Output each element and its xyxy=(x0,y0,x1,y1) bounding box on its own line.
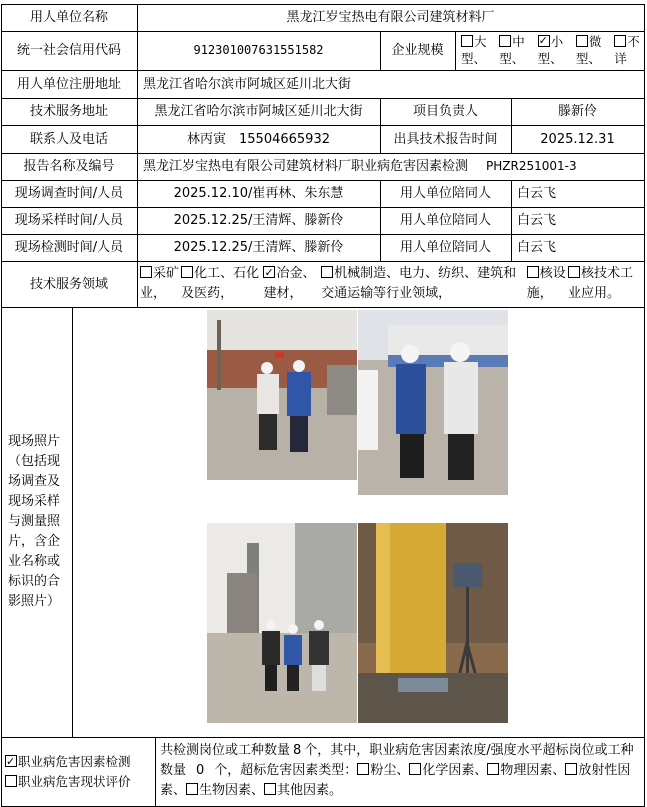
project-manager-value: 滕新伶 xyxy=(557,104,597,119)
domain-option[interactable]: 采矿业， xyxy=(140,266,180,301)
site-survey-photo xyxy=(207,310,357,480)
factor-option[interactable]: 生物因素、 xyxy=(186,783,264,798)
scale-option[interactable]: 中型、 xyxy=(499,34,525,66)
testing-companion-label: 用人单位陪同人 xyxy=(399,240,491,255)
site-photos-label: 现场照片（包括现场调查及现场采样与测量照片，含企业名称或标识的合影照片） xyxy=(8,434,61,609)
sampling-value: 2025.12.25/王清辉、滕新伶 xyxy=(173,213,344,228)
survey-value: 2025.12.10/崔再林、朱东慧 xyxy=(173,186,344,201)
checkbox-icon xyxy=(321,266,333,278)
factor-option[interactable]: 其他因素。 xyxy=(264,783,342,798)
sampling-label: 现场采样时间/人员 xyxy=(14,213,124,228)
testing-companion-value: 白云飞 xyxy=(517,240,557,255)
checkbox-icon xyxy=(499,35,511,47)
checkbox-icon xyxy=(614,35,626,47)
scale-option[interactable]: ✓小型、 xyxy=(538,33,576,67)
report-name-value xyxy=(137,153,644,180)
survey-companion-label: 用人单位陪同人 xyxy=(399,186,491,201)
checkbox-icon xyxy=(568,266,580,278)
report-time-label: 出具技术报告时间 xyxy=(393,131,498,147)
contact-label: 联系人及电话 xyxy=(29,131,108,147)
checkbox-icon xyxy=(140,266,152,278)
checkbox-icon xyxy=(5,755,17,767)
checkbox-icon xyxy=(527,266,539,278)
checkbox-icon xyxy=(263,266,275,278)
credit-code-value: 912301007631551582 xyxy=(193,43,324,57)
domain-option[interactable]: 化工、石化及医药， xyxy=(181,266,260,301)
checkbox-icon xyxy=(576,35,588,47)
checkbox-icon xyxy=(181,266,193,278)
unit-name-label: 用人单位名称 xyxy=(29,10,108,25)
credit-code-label: 统一社会信用代码 xyxy=(16,43,121,58)
scale-option[interactable]: 微型、 xyxy=(575,34,602,66)
project-manager-label: 项目负责人 xyxy=(412,104,478,119)
report-name-label: 报告名称及编号 xyxy=(23,159,115,174)
site-measurement-photo xyxy=(358,523,508,723)
factor-option[interactable]: 物理因素、 xyxy=(487,763,565,778)
service-type-options xyxy=(5,752,155,796)
domain-option[interactable]: 核设施， xyxy=(526,266,566,301)
factor-option[interactable]: 化学因素、 xyxy=(409,763,487,778)
reg-address-label: 用人单位注册地址 xyxy=(16,76,121,92)
checkbox-icon xyxy=(538,35,550,47)
domain-option[interactable]: 核技术工业应用。 xyxy=(567,266,633,301)
factor-option[interactable]: 粉尘、 xyxy=(357,763,409,778)
service-domain-label: 技术服务领域 xyxy=(29,276,108,292)
checkbox-icon xyxy=(565,763,577,775)
checkbox-icon xyxy=(487,763,499,775)
domain-option[interactable]: ✓冶金、建材， xyxy=(263,264,321,304)
checkbox-icon xyxy=(357,763,369,775)
service-type-option[interactable]: 职业病危害现状评价 xyxy=(5,772,131,792)
factor-option[interactable]: 放射性因素、 xyxy=(160,763,631,798)
report-time-value: 2025.12.31 xyxy=(540,131,615,147)
survey-companion-value: 白云飞 xyxy=(517,186,557,201)
unit-name-value: 黑龙江岁宝热电有限公司建筑材料厂 xyxy=(286,10,495,25)
testing-label: 现场检测时间/人员 xyxy=(14,240,124,255)
checkbox-icon xyxy=(186,783,198,795)
service-address-label: 技术服务地址 xyxy=(29,104,108,119)
total-post-count: 8 xyxy=(293,743,302,758)
site-group-photo xyxy=(207,523,357,723)
domain-option[interactable]: 机械制造、电力、纺织、建筑和交通运输等行业领域， xyxy=(321,266,517,301)
scale-option[interactable]: 不详 xyxy=(614,34,640,66)
sampling-companion-label: 用人单位陪同人 xyxy=(399,213,491,228)
checkbox-icon xyxy=(264,783,276,795)
service-type-option[interactable]: ✓职业病危害因素检测 xyxy=(5,752,131,772)
scale-option[interactable]: 大型、 xyxy=(461,34,487,66)
checkbox-icon xyxy=(409,763,421,775)
exceed-post-count: 0 xyxy=(196,763,205,778)
checkbox-icon xyxy=(5,775,17,787)
testing-value: 2025.12.25/王清辉、滕新伶 xyxy=(173,240,344,255)
contact-value: 林丙寅 15504665932 xyxy=(187,131,330,147)
enterprise-scale-options xyxy=(457,33,643,69)
sampling-companion-value: 白云飞 xyxy=(517,213,557,228)
report-title: 黑龙江岁宝热电有限公司建筑材料厂职业病危害因素检测 xyxy=(143,159,469,174)
site-sampling-photo xyxy=(358,310,508,495)
report-code: PHZR251001-3 xyxy=(486,159,577,173)
service-domain-options xyxy=(140,264,642,306)
reg-address-value: 黑龙江省哈尔滨市阿城区延川北大街 xyxy=(143,76,352,92)
detection-summary: 共检测岗位或工种数量 8 个，其中，职业病危害因素浓度/强度水平超标岗位或工种数量 0 个，超标危害因素类型： 粉尘、 化学因素、 物理因素、 放射性因素、 生物因素、 其他因素。 xyxy=(160,743,634,798)
checkbox-icon xyxy=(461,35,473,47)
enterprise-scale-label: 企业规模 xyxy=(391,43,444,58)
survey-label: 现场调查时间/人员 xyxy=(14,186,124,201)
service-address-value: 黑龙江省哈尔滨市阿城区延川北大街 xyxy=(154,104,363,119)
